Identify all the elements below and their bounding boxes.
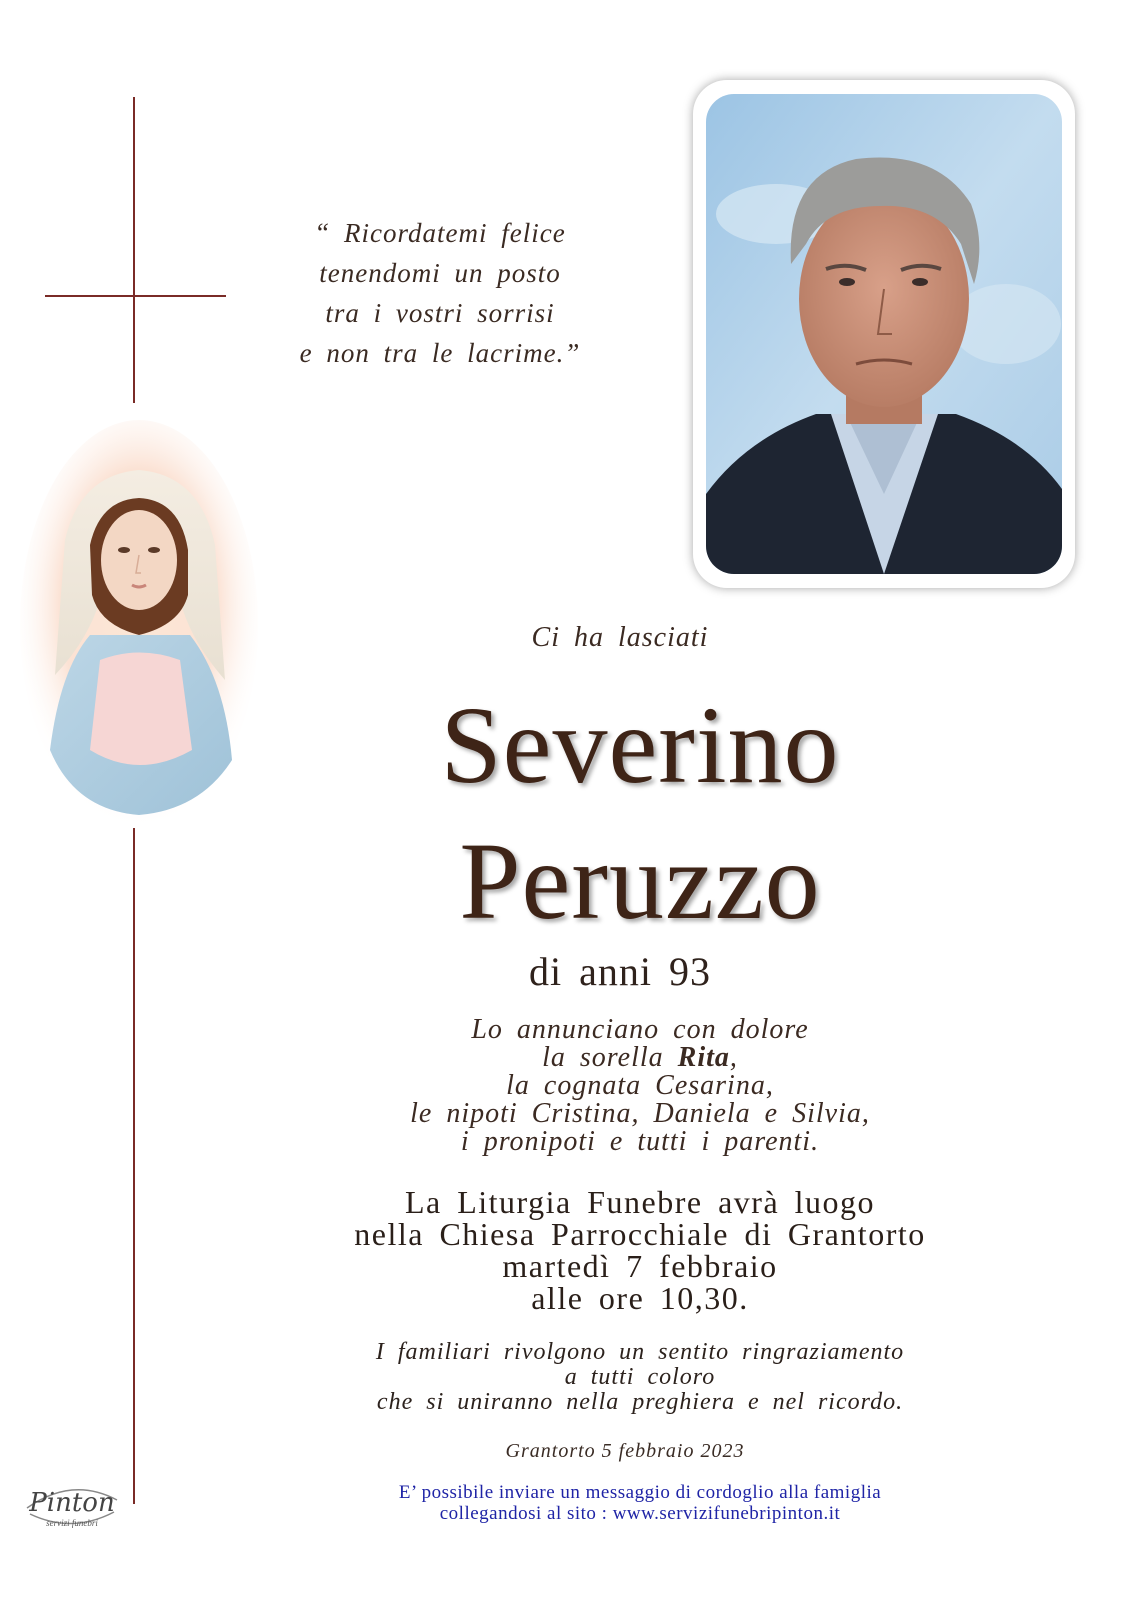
cross-horizontal [45,295,226,297]
announcement-line: i pronipoti e tutti i parenti. [460,1126,820,1157]
first-name: Severino [440,684,840,806]
announcement-text: , [729,1042,738,1073]
announcement-text: la sorella [542,1042,678,1073]
condolence-website[interactable] [330,1482,950,1524]
thanks-line: a tutti coloro [564,1364,716,1390]
announcement-line: la cognata Cesarina, [506,1070,774,1101]
website-link[interactable]: collegandosi al sito : www.servizifunebripinton.it [439,1503,841,1524]
quote-line: e non tra le lacrime.” [299,338,581,368]
announcement-line: le nipoti Cristina, Daniela e Silvia, [410,1098,870,1129]
website-line: E’ possibile inviare un messaggio di cordoglio alla famiglia [398,1482,882,1503]
thanks-line: che si uniranno nella preghiera e nel ricordo. [376,1389,904,1415]
memorial-quote [260,213,620,373]
quote-line: tra i vostri sorrisi [325,298,555,328]
announcement [330,1016,950,1156]
logo-name: Pinton [29,1488,115,1518]
madonna-image [20,420,258,830]
liturgy-info [300,1186,980,1314]
announcement-line [330,1044,950,1072]
liturgy-line: nella Chiesa Parrocchiale di Grantorto [354,1216,926,1252]
logo-subtitle: servizi funebri [46,1518,98,1528]
last-name: Peruzzo [459,820,821,942]
liturgy-line: La Liturgia Funebre avrà luogo [404,1184,876,1220]
place-date: Grantorto 5 febbraio 2023 [505,1440,745,1462]
sister-name: Rita [677,1042,730,1073]
announcement-line: Lo annunciano con dolore [471,1014,809,1045]
liturgy-line: alle ore 10,30. [531,1280,749,1316]
deceased-portrait [706,94,1062,574]
intro-text: Ci ha lasciati [531,622,709,653]
quote-line: tenendomi un posto [319,258,561,288]
thanks-note [320,1340,960,1415]
cross-vertical-top [133,97,135,403]
age-text: di anni 93 [529,949,711,994]
quote-line: “ Ricordatemi felice [314,218,566,248]
pinton-logo [22,1478,122,1536]
cross-vertical-bottom [133,828,135,1504]
liturgy-line: martedì 7 febbraio [502,1248,778,1284]
thanks-line: I familiari rivolgono un sentito ringraziamento [375,1339,905,1365]
